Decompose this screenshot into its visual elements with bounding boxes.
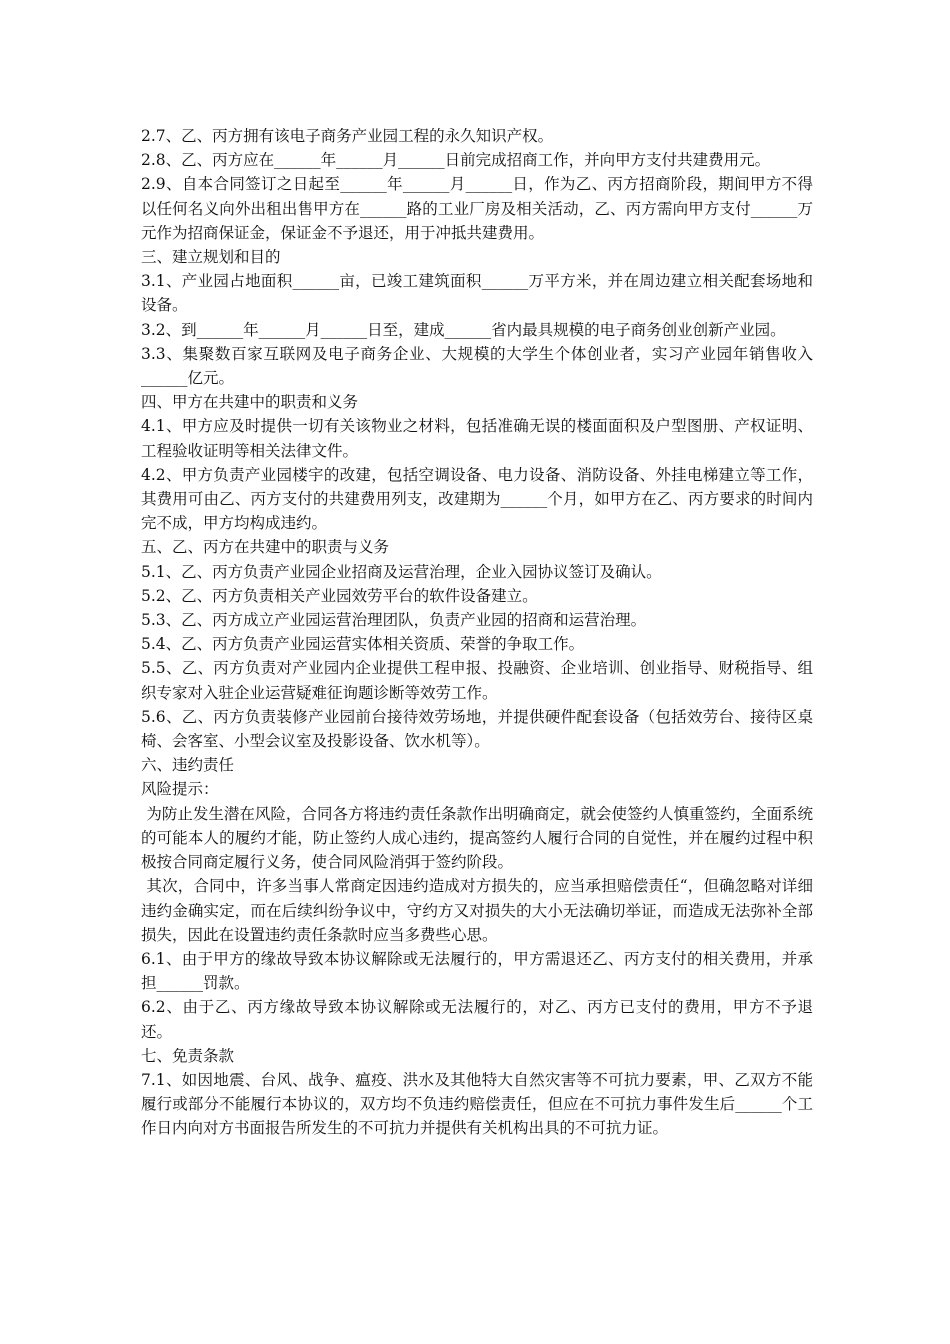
document-body	[141, 124, 813, 1141]
clause-5-5: 5.5、乙、丙方负责对产业园内企业提供工程申报、投融资、企业培训、创业指导、财税指导、组织专家对入驻企业运营疑难征询题诊断等效劳工作。	[141, 659, 813, 702]
clause-4-1: 4.1、甲方应及时提供一切有关该物业之材料，包括准确无误的楼面面积及户型图册、产权证明、工程验收证明等相关法律文件。	[141, 417, 813, 460]
section-heading-4: 四、甲方在共建中的职责和义务	[141, 393, 359, 412]
clause-6-2: 6.2、由于乙、丙方缘故导致本协议解除或无法履行的，对乙、丙方已支付的费用，甲方不予退还。	[141, 998, 813, 1041]
clause-3-3: 3.3、集聚数百家互联网及电子商务企业、大规模的大学生个体创业者，实习产业园年销售收入______亿元。	[141, 344, 813, 388]
clause-2-7: 2.7、乙、丙方拥有该电子商务产业园工程的永久知识产权。	[141, 127, 554, 145]
clause-5-3: 5.3、乙、丙方成立产业园运营治理团队，负责产业园的招商和运营治理。	[141, 611, 647, 630]
risk-notice-paragraph-1: 为防止发生潜在风险，合同各方将违约责任条款作出明确商定，就会使签约人慎重签约，全面系统的可能本人的履约才能，防止签约人成心违约，提高签约人履行合同的自觉性，并在履约过程中积极按合同商定履行义务，使合同风险消弭于签约阶段。	[141, 804, 813, 872]
clause-5-4: 5.4、乙、丙方负责产业园运营实体相关资质、荣誉的争取工作。	[141, 635, 585, 654]
section-heading-5: 五、乙、丙方在共建中的职责与义务	[141, 538, 390, 557]
clause-6-1: 6.1、由于甲方的缘故导致本协议解除或无法履行的，甲方需退还乙、丙方支付的相关费用，并承担______罚款。	[141, 949, 813, 993]
section-heading-6: 六、违约责任	[141, 756, 235, 775]
section-heading-3: 三、建立规划和目的	[141, 248, 281, 267]
clause-3-1: 3.1、产业园占地面积______亩，已竣工建筑面积______万平方米，并在周边建立相关配套场地和设备。	[141, 272, 813, 315]
clause-3-2: 3.2、到______年______月______日至，建成______省内最具规模的电子商务创业创新产业园。	[141, 320, 786, 339]
risk-notice-label: 风险提示：	[141, 780, 219, 799]
section-heading-7: 七、免责条款	[141, 1046, 235, 1065]
clause-5-6: 5.6、乙、丙方负责装修产业园前台接待效劳场地，并提供硬件配套设备（包括效劳台、接待区桌椅、会客室、小型会议室及投影设备、饮水机等）。	[141, 707, 813, 751]
risk-notice-paragraph-2: 其次，合同中，许多当事人常商定因违约造成对方损失的，应当承担赔偿责任“，但确忽略对详细违约金确实定，而在后续纠纷争议中，守约方又对损失的大小无法确切举证，而造成无法弥补全部损失，因此在设置违约责任条款时应当多费些心思。	[141, 877, 813, 944]
clause-2-9: 2.9、自本合同签订之日起至______年______月______日，作为乙、丙方招商阶段，期间甲方不得以任何名义向外出租出售甲方在______路的工业厂房及相关活动，乙、丙方需向甲方支付______万元作为招商保证金，保证金不予退还，用于冲抵共建费用。	[141, 175, 813, 242]
clause-5-2: 5.2、乙、丙方负责相关产业园效劳平台的软件设备建立。	[141, 586, 538, 605]
clause-2-8: 2.8、乙、丙方应在______年______月______日前完成招商工作，并向甲方支付共建费用元。	[141, 151, 771, 170]
clause-4-2: 4.2、甲方负责产业园楼宇的改建，包括空调设备、电力设备、消防设备、外挂电梯建立等工作，其费用可由乙、丙方支付的共建费用列支，改建期为______个月，如甲方在乙、丙方要求的时间内完不成，甲方均构成违约。	[141, 465, 813, 533]
clause-5-1: 5.1、乙、丙方负责产业园企业招商及运营治理，企业入园协议签订及确认。	[141, 562, 662, 581]
clause-7-1: 7.1、如因地震、台风、战争、瘟疫、洪水及其他特大自然灾害等不可抗力要素，甲、乙双方不能履行或部分不能履行本协议的，双方均不负违约赔偿责任，但应在不可抗力事件发生后______个工作日内向对方书面报告所发生的不可抗力并提供有关机构出具的不可抗力证。	[141, 1070, 813, 1138]
